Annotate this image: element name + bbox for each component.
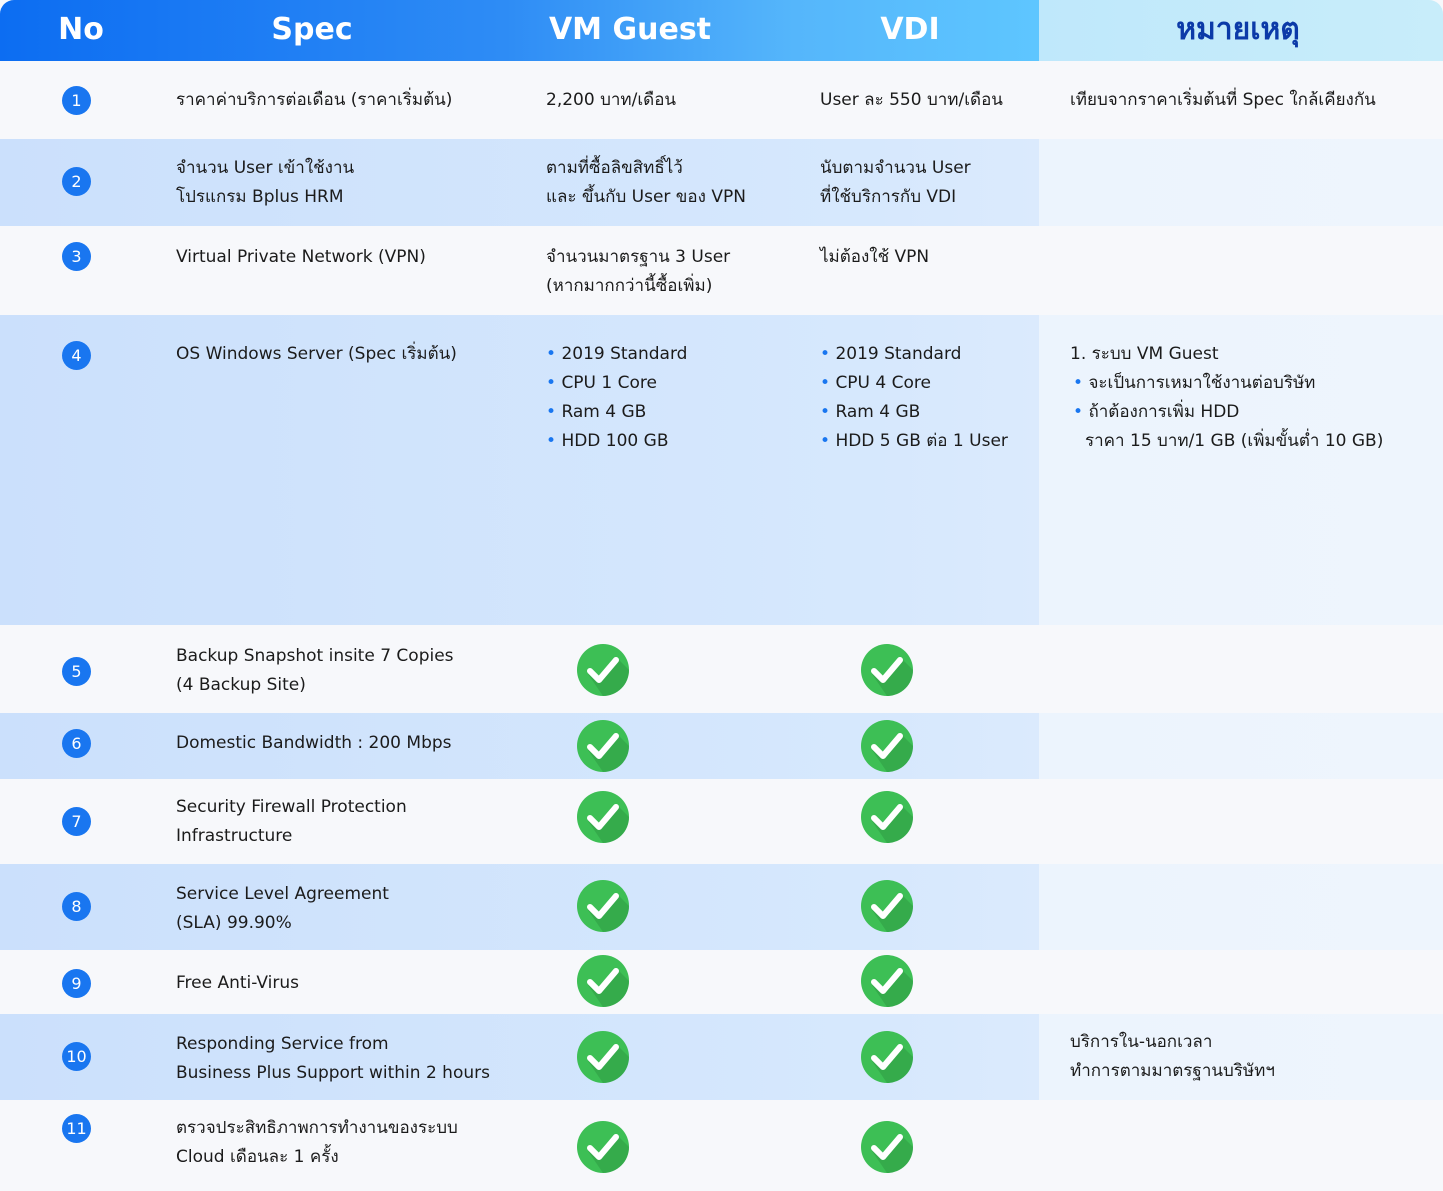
table-row: [0, 864, 1443, 950]
table-row: [0, 713, 1443, 779]
vdi-line: ที่ใช้บริการกับ VDI: [820, 187, 957, 207]
spec-line: Virtual Private Network (VPN): [176, 247, 426, 267]
bullet-icon: •: [546, 431, 562, 451]
number-badge: 5: [62, 657, 91, 686]
table-row: [0, 625, 1443, 713]
spec-line: OS Windows Server (Spec เริ่มต้น): [176, 344, 457, 364]
note-bullet-item: [1073, 369, 1315, 398]
vm-bullet-item: [546, 340, 687, 369]
note-line: เทียบจากราคาเริ่มต้นที่ Spec ใกล้เคียงกัน: [1070, 90, 1376, 110]
vm-line: จำนวนมาตรฐาน 3 User: [546, 247, 731, 267]
spec-line: ราคาค่าบริการต่อเดือน (ราคาเริ่มต้น): [176, 90, 453, 110]
table-header: [0, 0, 1443, 61]
vdi-bullet-item: [820, 427, 1008, 456]
table-row: [0, 315, 1443, 625]
vdi-bullet-item: [820, 398, 920, 427]
vm-bullet-item: [546, 398, 646, 427]
check-circle-icon: [577, 955, 629, 1007]
spec-line: Infrastructure: [176, 826, 293, 846]
bullet-icon: •: [820, 431, 836, 451]
header-vm-guest: VM Guest: [548, 12, 712, 47]
number-badge: 11: [62, 1114, 91, 1143]
table-row: [0, 226, 1443, 315]
check-circle-icon: [861, 1121, 913, 1173]
vdi-line: นับตามจำนวน User: [820, 158, 971, 178]
header-spec: Spec: [271, 12, 353, 47]
bullet-icon: •: [546, 373, 562, 393]
spec-line: (4 Backup Site): [176, 675, 306, 695]
bullet-icon: •: [1073, 373, 1089, 393]
note-line: จะเป็นการเหมาใช้งานต่อบริษัท: [1088, 373, 1316, 393]
vdi-line: Ram 4 GB: [835, 402, 921, 422]
spec-line: Responding Service from: [176, 1034, 389, 1054]
check-circle-icon: [577, 720, 629, 772]
number-badge: 4: [62, 341, 91, 370]
spec-line: (SLA) 99.90%: [176, 913, 292, 933]
vm-line: และ ขึ้นกับ User ของ VPN: [546, 187, 746, 207]
number-badge: 2: [62, 167, 91, 196]
vdi-bullet-item: [820, 340, 961, 369]
spec-line: โปรแกรม Bplus HRM: [176, 187, 344, 207]
note-line: ถ้าต้องการเพิ่ม HDD: [1088, 402, 1240, 422]
spec-line: Service Level Agreement: [176, 884, 389, 904]
check-circle-icon: [861, 955, 913, 1007]
number-badge: 1: [62, 86, 91, 115]
number-badge: 8: [62, 892, 91, 921]
vm-line: ตามที่ซื้อลิขสิทธิ์ไว้: [546, 158, 683, 178]
check-circle-icon: [861, 791, 913, 843]
note-bullet-item: [1073, 398, 1239, 427]
table-row: [0, 139, 1443, 226]
spec-line: Domestic Bandwidth : 200 Mbps: [176, 733, 452, 753]
check-circle-icon: [861, 644, 913, 696]
header-no: No: [58, 12, 104, 47]
number-badge: 6: [62, 729, 91, 758]
vm-line: HDD 100 GB: [561, 431, 669, 451]
vm-line: Ram 4 GB: [561, 402, 647, 422]
check-circle-icon: [861, 1031, 913, 1083]
vdi-line: ไม่ต้องใช้ VPN: [820, 247, 930, 267]
spec-line: Security Firewall Protection: [176, 797, 407, 817]
vm-bullet-item: [546, 427, 669, 456]
check-circle-icon: [577, 644, 629, 696]
vdi-line: CPU 4 Core: [835, 373, 931, 393]
note-line: 1. ระบบ VM Guest: [1070, 344, 1219, 364]
spec-line: ตรวจประสิทธิภาพการทำงานของระบบ: [176, 1118, 458, 1138]
bullet-icon: •: [820, 344, 836, 364]
check-circle-icon: [577, 880, 629, 932]
spec-line: Backup Snapshot insite 7 Copies: [176, 646, 454, 666]
vdi-line: 2019 Standard: [835, 344, 962, 364]
note-line: ราคา 15 บาท/1 GB (เพิ่มขั้นต่ำ 10 GB): [1085, 431, 1384, 451]
bullet-icon: •: [820, 402, 836, 422]
check-circle-icon: [861, 720, 913, 772]
spec-line: Cloud เดือนละ 1 ครั้ง: [176, 1147, 339, 1167]
vm-line: CPU 1 Core: [561, 373, 657, 393]
vdi-line: User ละ 550 บาท/เดือน: [820, 90, 1003, 110]
check-circle-icon: [861, 880, 913, 932]
header-vdi: VDI: [880, 12, 940, 47]
header-note: หมายเหตุ: [1176, 12, 1300, 47]
spec-line: จำนวน User เข้าใช้งาน: [176, 158, 355, 178]
bullet-icon: •: [546, 344, 562, 364]
note-line: ทำการตามมาตรฐานบริษัทฯ: [1070, 1061, 1275, 1081]
vm-line: 2019 Standard: [561, 344, 688, 364]
note-line: บริการใน-นอกเวลา: [1070, 1032, 1213, 1052]
bullet-icon: •: [820, 373, 836, 393]
number-badge: 7: [62, 807, 91, 836]
vm-bullet-item: [546, 369, 657, 398]
number-badge: 10: [62, 1042, 91, 1071]
table-row: [0, 779, 1443, 864]
vdi-line: HDD 5 GB ต่อ 1 User: [835, 431, 1008, 451]
table-row: [0, 950, 1443, 1014]
number-badge: 9: [62, 969, 91, 998]
check-circle-icon: [577, 791, 629, 843]
spec-line: Free Anti-Virus: [176, 973, 300, 993]
bullet-icon: •: [1073, 402, 1089, 422]
table-row: [0, 1014, 1443, 1100]
number-badge: 3: [62, 242, 91, 271]
vm-line: 2,200 บาท/เดือน: [546, 90, 677, 110]
vdi-bullet-item: [820, 369, 931, 398]
vm-line: (หากมากกว่านี้ซื้อเพิ่ม): [546, 276, 713, 296]
check-circle-icon: [577, 1121, 629, 1173]
bullet-icon: •: [546, 402, 562, 422]
spec-line: Business Plus Support within 2 hours: [176, 1063, 490, 1083]
check-circle-icon: [577, 1031, 629, 1083]
table-row: [0, 1100, 1443, 1191]
table-row: [0, 61, 1443, 139]
